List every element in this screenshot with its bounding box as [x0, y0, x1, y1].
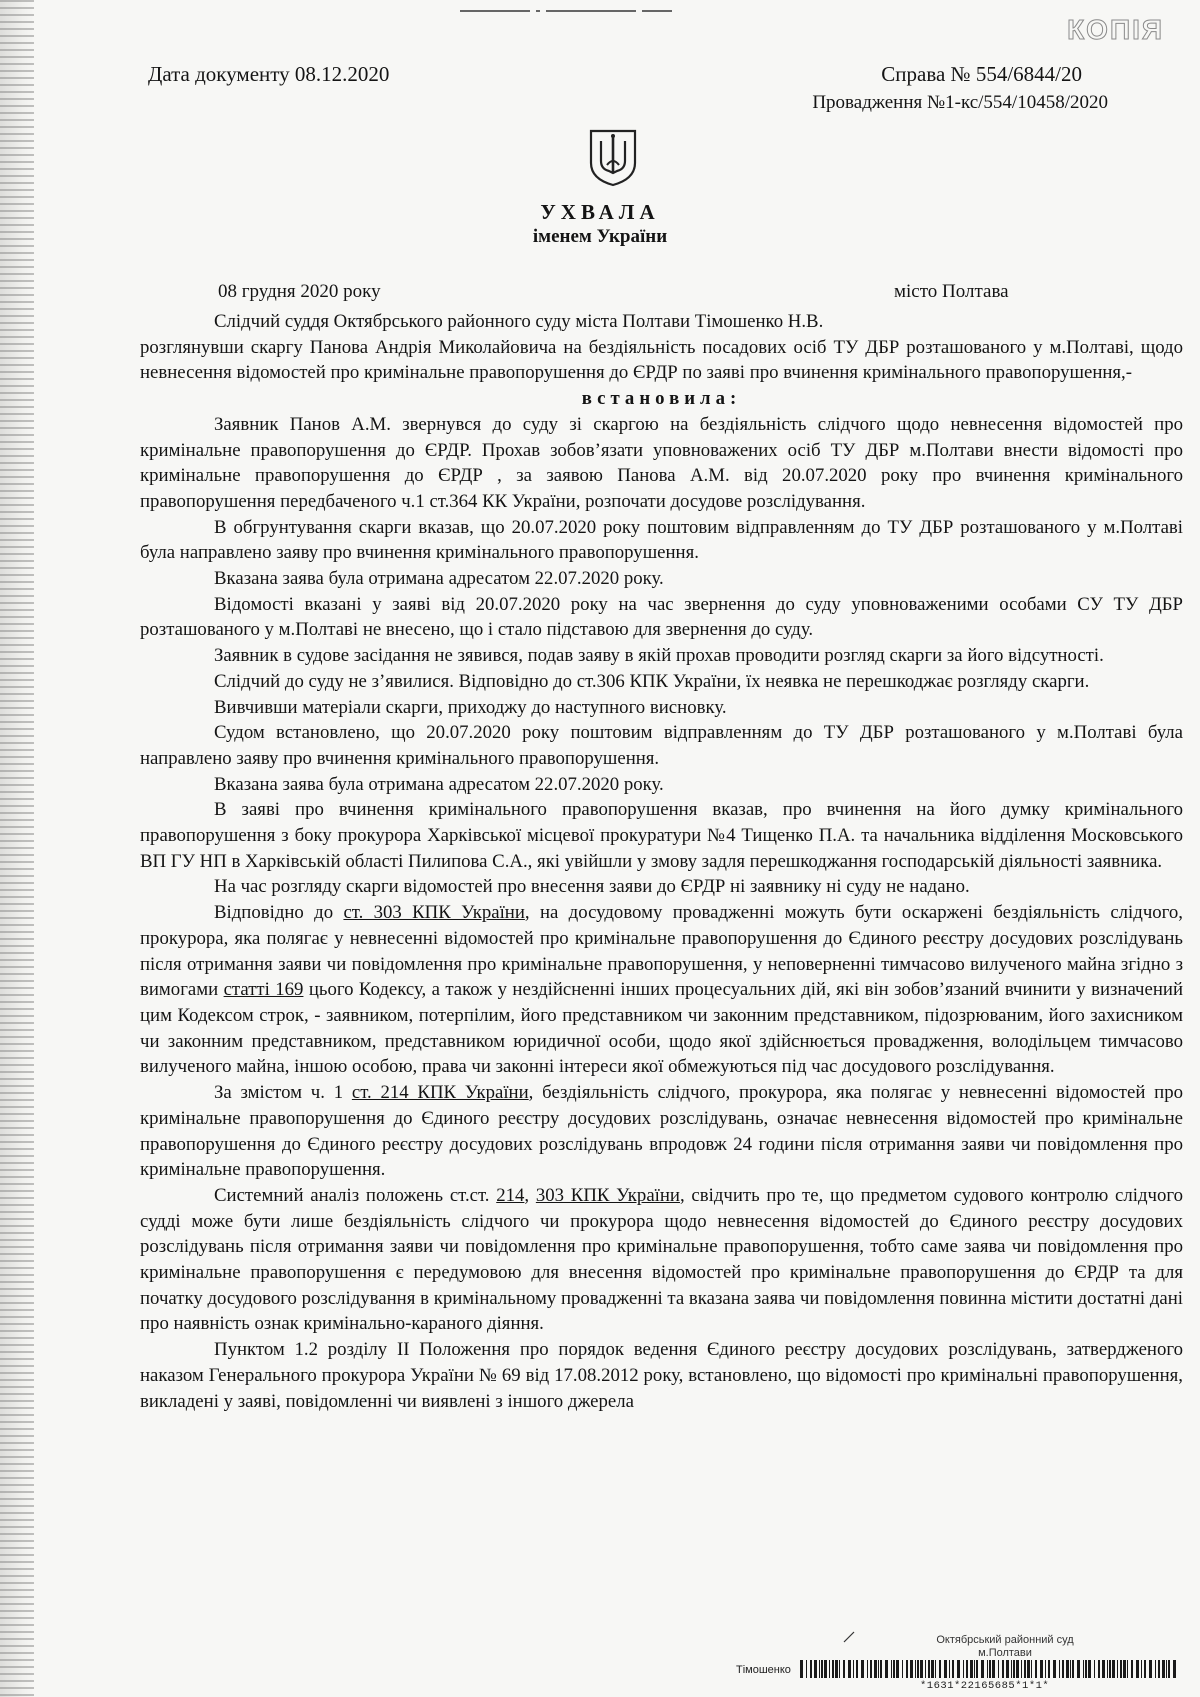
- paragraph-7: Вивчивши матеріали скарги, приходжу до наступного висновку.: [214, 696, 727, 718]
- law-link-art-303[interactable]: ст. 303 КПК України: [343, 902, 525, 924]
- established-heading: встановила:: [581, 388, 742, 410]
- preamble-paragraph: розглянувши скаргу Панова Андрія Миколайовича на бездіяльність посадових осіб ТУ ДБР розташованого у м.Полтаві, щодо невнесення відомостей про кримінальне правопорушення до ЄРДР по заяві про вчинення кримінального правопорушення,-: [140, 336, 1183, 384]
- ruling-title: УХВАЛА: [540, 200, 660, 224]
- ruling-city: місто Полтава: [894, 281, 1009, 302]
- barcode-number: *1631*22165685*1*1*: [920, 1680, 1050, 1692]
- law-link-art-169[interactable]: статті 169: [223, 979, 304, 1001]
- court-stamp-line-1: Октябрський районний суд: [936, 1634, 1074, 1646]
- paragraph-15: Пунктом 1.2 розділу II Положення про порядок ведення Єдиного реєстру досудових розслідувань, затвердженого наказом Генерального прокурора України № 69 від 17.08.2012 року, встановлено, що відомості про кримінальні правопорушення, викладені у заяві, повідомленні чи виявлені з іншого джерела: [140, 1339, 1183, 1412]
- paragraph-14-text-b: , свідчить про те, що предметом судового контролю слідчого судді може бути лише бездіяльність слідчого чи прокурора щодо невнесення відомостей до Єдиного реєстру досудових розслідувань після отримання заяви чи повідомлення про кримінальне правопорушення, тобто саме заява чи повідомлення про кримінальне правопорушення є передумовою для внесення відомостей про кримінальне правопорушення до ЄРДР та для початку досудового розслідування в кримінальному провадженні та вказана заява чи повідомлення повинна містити достатні дані про наявність ознак кримінально-караного діяння.: [140, 1184, 1183, 1335]
- proceeding-number: Провадження №1-кс/554/10458/2020: [812, 92, 1108, 113]
- paragraph-9: Вказана заява була отримана адресатом 22.07.2020 року.: [214, 773, 664, 795]
- law-link-214[interactable]: 214: [496, 1184, 525, 1206]
- paragraph-6: Слідчий до суду не з’явилися. Відповідно до ст.306 КПК України, їх неявка не перешкоджає розгляду скарги.: [214, 670, 1090, 692]
- paragraph-14-sep: ,: [524, 1184, 536, 1206]
- paragraph-14: [140, 1183, 1183, 1337]
- barcode: [800, 1660, 1180, 1678]
- paragraph-1: Заявник Панов А.М. звернувся до суду зі скаргою на бездіяльність слідчого щодо невнесення відомостей про кримінальне правопорушення до ЄРДР. Прохав зобов’язати уповноважених осіб ТУ ДБР м.Полтави внести відомості про кримінальне правопорушення до ЄРДР , за заявою Панова А.М. від 20.07.2020 року про вчинення кримінального правопорушення передбаченого ч.1 ст.364 КК України, розпочати досудове розслідування.: [140, 413, 1183, 512]
- signature-mark-icon: [842, 1630, 856, 1644]
- document-date: Дата документу 08.12.2020: [148, 62, 390, 86]
- court-stamp: [905, 1634, 1105, 1660]
- barcode-owner-name: Тімошенко: [736, 1664, 791, 1676]
- paragraph-5: Заявник в судове засідання не зявився, подав заяву в якій прохав проводити розгляд скарги за його відсутності.: [214, 645, 1104, 667]
- scan-edge-artifact: [0, 0, 34, 1697]
- paragraph-10: В заяві про вчинення кримінального правопорушення вказав, про вчинення на його думку кримінального правопорушення з боку прокурора Харківської місцевої прокуратури №4 Тищенко П.А. та начальника відділення Московського ВП ГУ НП в Харківській області Пилипова С.А., які увійшли у змову задля перешкоджання господарській діяльності заявника.: [140, 799, 1183, 872]
- paragraph-12-text-c: цього Кодексу, а також у нездійсненні інших процесуальних дій, які він зобов’язаний вчинити у визначений цим Кодексом строк, - заявником, потерпілим, його представником чи законним представником, підозрюваним, його захисником чи законним представником, представником юридичної особи, щодо якої здійснюється провадження, володільцем тимчасово вилученого майна, іншою особою, права чи законні інтереси якої обмежуються під час досудового розслідування.: [140, 979, 1183, 1078]
- paragraph-4: Відомості вказані у заяві від 20.07.2020 року на час звернення до суду уповноваженими особами СУ ТУ ДБР розташованого у м.Полтаві не внесено, що і стало підставою для звернення до суду.: [140, 593, 1183, 641]
- paragraph-8: Судом встановлено, що 20.07.2020 року поштовим відправленням до ТУ ДБР розташованого у м.Полтаві була направлено заяву про вчинення кримінального правопорушення.: [140, 722, 1183, 769]
- law-link-303[interactable]: 303 КПК України: [535, 1184, 680, 1206]
- paragraph-13-text-a: За змістом ч. 1: [214, 1082, 352, 1104]
- paragraph-11: На час розгляду скарги відомостей про внесення заяви до ЄРДР ні заявнику ні суду не надано.: [214, 876, 970, 898]
- ruling-date: 08 грудня 2020 року: [218, 281, 381, 302]
- paragraph-13: [140, 1080, 1183, 1183]
- paragraph-12-text-a: Відповідно до: [214, 902, 344, 924]
- paragraph-12-text-b: , на досудовому провадженні можуть бути оскаржені бездіяльність слідчого, прокурора, яка полягає у невнесенні відомостей про кримінальне правопорушення до Єдиного реєстру досудових розслідувань після отримання заяви чи повідомлення про кримінальне правопорушення, у неповерненні тимчасово вилученого майна згідно з вимогами: [140, 902, 1183, 1001]
- judge-line: Слідчий суддя Октябрського районного суду міста Полтави Тімошенко Н.В.: [214, 311, 824, 332]
- paragraph-2: В обгрунтування скарги вказав, що 20.07.2020 року поштовим відправленням до ТУ ДБР розташованого у м.Полтаві була направлено заяву про вчинення кримінального правопорушення.: [140, 516, 1183, 564]
- scan-top-marks: [460, 2, 720, 12]
- coat-of-arms-icon: [585, 127, 641, 187]
- paragraph-12: [140, 900, 1183, 1080]
- paragraph-14-text-a: Системний аналіз положень ст.ст.: [214, 1184, 497, 1206]
- ruling-body: [140, 309, 1183, 1414]
- ruling-subtitle: іменем України: [532, 226, 668, 247]
- paragraph-3: Вказана заява була отримана адресатом 22.07.2020 року.: [214, 568, 664, 590]
- court-stamp-line-2: м.Полтави: [978, 1647, 1032, 1659]
- paragraph-13-text-b: , бездіяльність слідчого, прокурора, яка полягає у невнесенні відомостей про кримінальне правопорушення до Єдиного реєстру досудових розслідувань, означає невнесення відомостей про кримінальне правопорушення до Єдиного реєстру досудових розслідувань впродовж 24 години після отримання заяви чи повідомлення про кримінальне правопорушення.: [140, 1082, 1183, 1181]
- copy-stamp: КОПІЯ: [1067, 14, 1164, 45]
- case-number: Справа № 554/6844/20: [881, 62, 1082, 86]
- law-link-art-214[interactable]: ст. 214 КПК України: [351, 1082, 529, 1104]
